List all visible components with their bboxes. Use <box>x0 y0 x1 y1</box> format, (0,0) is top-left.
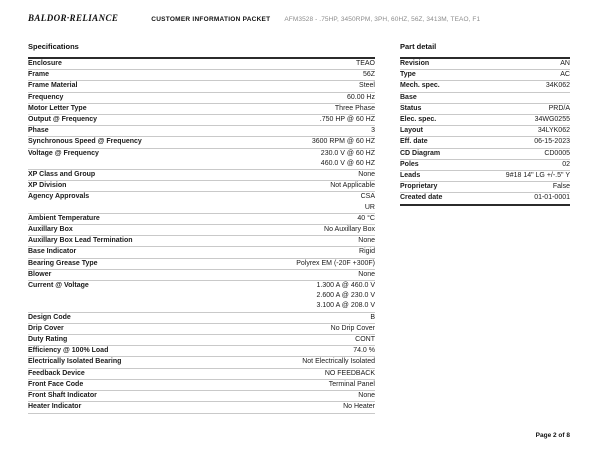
row-label: Front Shaft Indicator <box>28 392 97 400</box>
part-detail-section <box>400 42 570 206</box>
row-label: Feedback Device <box>28 369 85 377</box>
value-line: PRD/A <box>548 104 570 112</box>
row-label: Current @ Voltage <box>28 282 89 290</box>
value-line: 3.100 A @ 208.0 V <box>316 302 375 310</box>
value-line: 02 <box>562 160 570 168</box>
value-line: 34K062 <box>545 82 570 90</box>
value-line: 34WG0255 <box>534 116 570 124</box>
value-line: CD0005 <box>544 149 570 157</box>
row-label: Layout <box>400 127 423 135</box>
row-value <box>69 93 375 103</box>
table-row <box>400 149 570 160</box>
table-row <box>28 192 375 213</box>
value-line: None <box>358 171 375 179</box>
value-line: Not Electrically Isolated <box>302 358 375 366</box>
row-value <box>148 137 375 147</box>
table-row <box>400 126 570 137</box>
row-label: Efficiency @ 100% Load <box>28 347 109 355</box>
value-line: Steel <box>359 82 375 90</box>
row-value <box>446 149 570 159</box>
row-value <box>77 313 375 323</box>
table-row <box>28 59 375 70</box>
row-label: Frame <box>28 71 50 79</box>
table-row <box>28 104 375 115</box>
table-row <box>28 391 375 402</box>
product-title: AFM3528 - .75HP, 3450RPM, 3PH, 60HZ, 56Z, 3413M, TEAO, F1 <box>284 16 481 23</box>
table-row <box>28 149 375 170</box>
value-line: 06-15-2023 <box>534 138 570 146</box>
table-row <box>400 81 570 92</box>
row-label: XP Division <box>28 182 67 190</box>
row-label: Proprietary <box>400 183 438 191</box>
value-line: 01-01-0001 <box>534 194 570 202</box>
value-line: No Drip Cover <box>330 324 375 332</box>
row-value <box>139 236 375 246</box>
value-line: 40 °C <box>357 214 375 222</box>
table-row <box>400 59 570 70</box>
table-row <box>28 93 375 104</box>
document-title: CUSTOMER INFORMATION PACKET <box>151 16 271 23</box>
row-value <box>83 81 375 91</box>
row-value <box>446 81 570 91</box>
row-label: Drip Cover <box>28 324 64 332</box>
row-label: Eff. date <box>400 138 428 146</box>
value-line: Three Phase <box>334 104 375 112</box>
row-value <box>442 115 570 125</box>
part-detail-table <box>400 57 570 206</box>
row-value <box>434 137 570 147</box>
table-row <box>28 313 375 324</box>
table-row <box>28 357 375 368</box>
row-label: Type <box>400 71 416 79</box>
table-row <box>400 193 570 203</box>
table-row <box>28 270 375 281</box>
value-line: No Heater <box>343 403 375 411</box>
row-value <box>127 357 375 367</box>
page-number: Page 2 of 8 <box>535 432 570 439</box>
row-label: Ambient Temperature <box>28 214 100 222</box>
row-label: Motor Letter Type <box>28 104 87 112</box>
value-line: B <box>370 313 375 321</box>
value-line: AN <box>560 60 570 67</box>
row-value <box>57 270 375 280</box>
value-line: No Auxillary Box <box>324 226 375 234</box>
row-label: Created date <box>400 194 443 202</box>
row-value <box>73 335 375 345</box>
row-label: CD Diagram <box>400 149 441 157</box>
row-label: Electrically Isolated Bearing <box>28 358 122 366</box>
specifications-table <box>28 57 375 414</box>
page-header <box>28 13 572 23</box>
value-line: 60.00 Hz <box>346 93 375 101</box>
row-label: Base <box>400 93 417 101</box>
row-value <box>68 59 375 69</box>
row-value <box>427 104 570 114</box>
row-label: Auxillary Box <box>28 226 73 234</box>
row-label: Leads <box>400 172 421 180</box>
row-value <box>429 126 570 136</box>
value-line: 3600 RPM @ 60 HZ <box>311 138 375 146</box>
row-label: Heater Indicator <box>28 403 82 411</box>
row-value <box>426 171 570 181</box>
value-line: 2.600 A @ 230.0 V <box>316 292 375 300</box>
row-label: Output @ Frequency <box>28 116 98 124</box>
table-row <box>28 126 375 137</box>
table-row <box>28 369 375 380</box>
row-label: Agency Approvals <box>28 193 90 201</box>
row-value <box>95 281 375 312</box>
row-value <box>91 369 375 379</box>
table-row <box>28 324 375 335</box>
table-row <box>28 380 375 391</box>
value-line: 74.0 % <box>353 347 375 355</box>
row-value <box>87 402 375 412</box>
row-value <box>103 115 375 125</box>
value-line: 34LYK062 <box>537 127 570 135</box>
table-row <box>400 171 570 182</box>
table-row <box>28 81 375 92</box>
value-line: CSA <box>360 193 375 201</box>
row-label: Design Code <box>28 313 71 321</box>
table-row <box>400 137 570 148</box>
table-row <box>28 137 375 148</box>
table-row <box>400 70 570 81</box>
row-label: Poles <box>400 160 419 168</box>
row-value <box>70 324 375 334</box>
row-value <box>72 181 375 191</box>
value-line: False <box>552 183 570 191</box>
value-line: 1.300 A @ 460.0 V <box>316 282 375 290</box>
value-line: .750 HP @ 60 HZ <box>319 116 375 124</box>
row-label: Bearing Grease Type <box>28 259 98 267</box>
value-line: Polyrex EM (-20F +300F) <box>296 259 375 267</box>
table-row <box>28 236 375 247</box>
row-label: Base Indicator <box>28 248 77 256</box>
table-row <box>400 182 570 193</box>
table-row <box>28 402 375 413</box>
row-value <box>114 346 375 356</box>
value-line: None <box>358 392 375 400</box>
table-row <box>28 335 375 346</box>
row-label: Revision <box>400 60 430 67</box>
row-label: Duty Rating <box>28 336 68 344</box>
row-label: Phase <box>28 127 49 135</box>
row-value <box>422 70 570 80</box>
row-value <box>103 391 375 401</box>
row-value <box>443 182 570 192</box>
row-label: Synchronous Speed @ Frequency <box>28 138 142 146</box>
table-row <box>28 181 375 192</box>
row-value <box>106 214 375 224</box>
row-label: Mech. spec. <box>400 82 440 90</box>
value-line: 56Z <box>362 71 375 79</box>
row-label: Frame Material <box>28 82 78 90</box>
row-value <box>55 70 375 80</box>
row-value <box>55 126 375 136</box>
row-label: Front Face Code <box>28 380 84 388</box>
table-row <box>28 115 375 126</box>
table-row <box>400 104 570 115</box>
value-line: Terminal Panel <box>328 380 375 388</box>
specifications-section <box>28 42 375 414</box>
baldor-reliance-logo: BALDOR·RELIANCE <box>28 13 119 23</box>
table-row <box>28 259 375 270</box>
row-value <box>435 59 570 69</box>
value-line: 460.0 V @ 60 HZ <box>320 159 375 167</box>
row-label: Status <box>400 104 422 112</box>
table-row <box>28 281 375 313</box>
value-line: None <box>358 237 375 245</box>
row-value <box>448 193 570 203</box>
table-row <box>400 160 570 171</box>
table-row <box>400 115 570 126</box>
value-line: None <box>358 270 375 278</box>
value-line: AC <box>560 71 570 79</box>
row-value <box>425 160 570 170</box>
row-label: Elec. spec. <box>400 116 437 124</box>
value-line: UR <box>364 203 375 211</box>
table-row <box>28 346 375 357</box>
value-line: Rigid <box>359 248 375 256</box>
row-value <box>104 259 375 269</box>
table-row <box>400 93 570 104</box>
table-row <box>28 170 375 181</box>
value-line: 9#18 14" LG +/-.5" Y <box>505 172 570 180</box>
row-value <box>105 149 375 169</box>
value-line: NO FEEDBACK <box>324 369 375 377</box>
row-value <box>89 380 375 390</box>
row-value <box>101 170 375 180</box>
row-label: Frequency <box>28 93 64 101</box>
value-line: 3 <box>371 127 375 135</box>
row-value <box>95 192 375 212</box>
row-value <box>423 93 570 103</box>
value-line: Not Applicable <box>330 182 375 190</box>
row-label: Blower <box>28 270 52 278</box>
table-row <box>28 70 375 81</box>
table-row <box>28 225 375 236</box>
row-value <box>79 225 375 235</box>
value-line: CONT <box>355 336 375 344</box>
value-line: 230.0 V @ 60 HZ <box>320 149 375 157</box>
row-label: Voltage @ Frequency <box>28 149 99 157</box>
row-label: Auxillary Box Lead Termination <box>28 237 133 245</box>
value-line: TEAO <box>355 60 375 67</box>
table-row <box>28 247 375 258</box>
row-value <box>93 104 375 114</box>
value-line <box>423 93 570 103</box>
table-row <box>28 214 375 225</box>
part-detail-heading: Part detail <box>400 42 437 51</box>
specifications-heading: Specifications <box>28 42 79 51</box>
row-label: Enclosure <box>28 60 62 67</box>
row-label: XP Class and Group <box>28 171 96 179</box>
row-value <box>82 247 375 257</box>
